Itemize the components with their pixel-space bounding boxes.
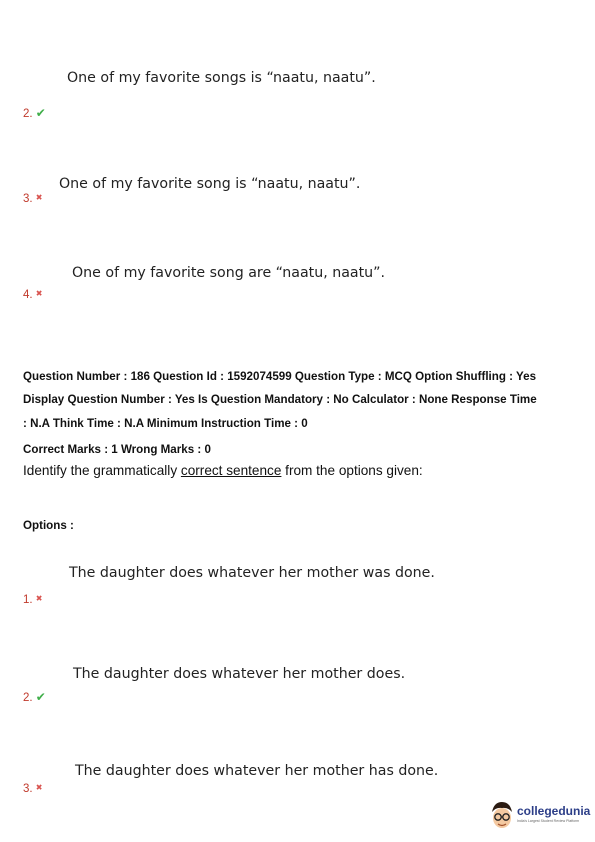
check-icon: ✔ [35, 106, 46, 120]
option-number: 2. [23, 692, 33, 704]
option-number: 2. [23, 108, 33, 120]
option-number: 3. [23, 193, 33, 205]
option-number: 1. [23, 594, 33, 606]
collegedunia-logo [488, 798, 592, 832]
question-marks: Correct Marks : 1 Wrong Marks : 0 [23, 443, 211, 456]
prev-option-text-2: One of my favorite songs is “naatu, naatu”. [67, 70, 376, 86]
stem-after: from the options given: [281, 463, 423, 478]
check-icon: ✔ [35, 690, 46, 704]
option-number: 3. [23, 783, 33, 795]
option-number-2 [23, 690, 46, 704]
cross-icon: ✖ [35, 594, 43, 603]
prev-option-text-3: One of my favorite song is “naatu, naatu”. [59, 176, 361, 192]
cross-icon: ✖ [35, 783, 43, 792]
prev-option-number-3 [23, 193, 43, 205]
prev-option-number-2 [23, 106, 46, 120]
option-number: 4. [23, 289, 33, 301]
question-meta-line-2: Display Question Number : Yes Is Question Mandatory : No Calculator : None Response Time [23, 393, 537, 406]
question-meta-line-1: Question Number : 186 Question Id : 1592074599 Question Type : MCQ Option Shuffling : Yes [23, 370, 537, 383]
stem-underlined: correct sentence [180, 463, 282, 478]
question-stem [23, 463, 423, 478]
logo-tagline: India's Largest Student Review Platform [517, 819, 580, 823]
stem-before: Identify the grammatically [23, 463, 181, 478]
option-number-3 [23, 783, 43, 795]
question-meta-line-3: : N.A Think Time : N.A Minimum Instruction Time : 0 [23, 417, 308, 430]
option-text-3: The daughter does whatever her mother has done. [75, 763, 439, 779]
mascot-icon [488, 798, 516, 830]
cross-icon: ✖ [35, 289, 43, 298]
options-label: Options : [23, 519, 74, 532]
option-text-2: The daughter does whatever her mother does. [73, 666, 406, 682]
logo-name: collegedunia [517, 804, 591, 818]
option-number-1 [23, 594, 43, 606]
prev-option-text-4: One of my favorite song are “naatu, naatu”. [72, 265, 386, 281]
option-text-1: The daughter does whatever her mother was done. [69, 565, 435, 581]
prev-option-number-4 [23, 289, 43, 301]
cross-icon: ✖ [35, 193, 43, 202]
